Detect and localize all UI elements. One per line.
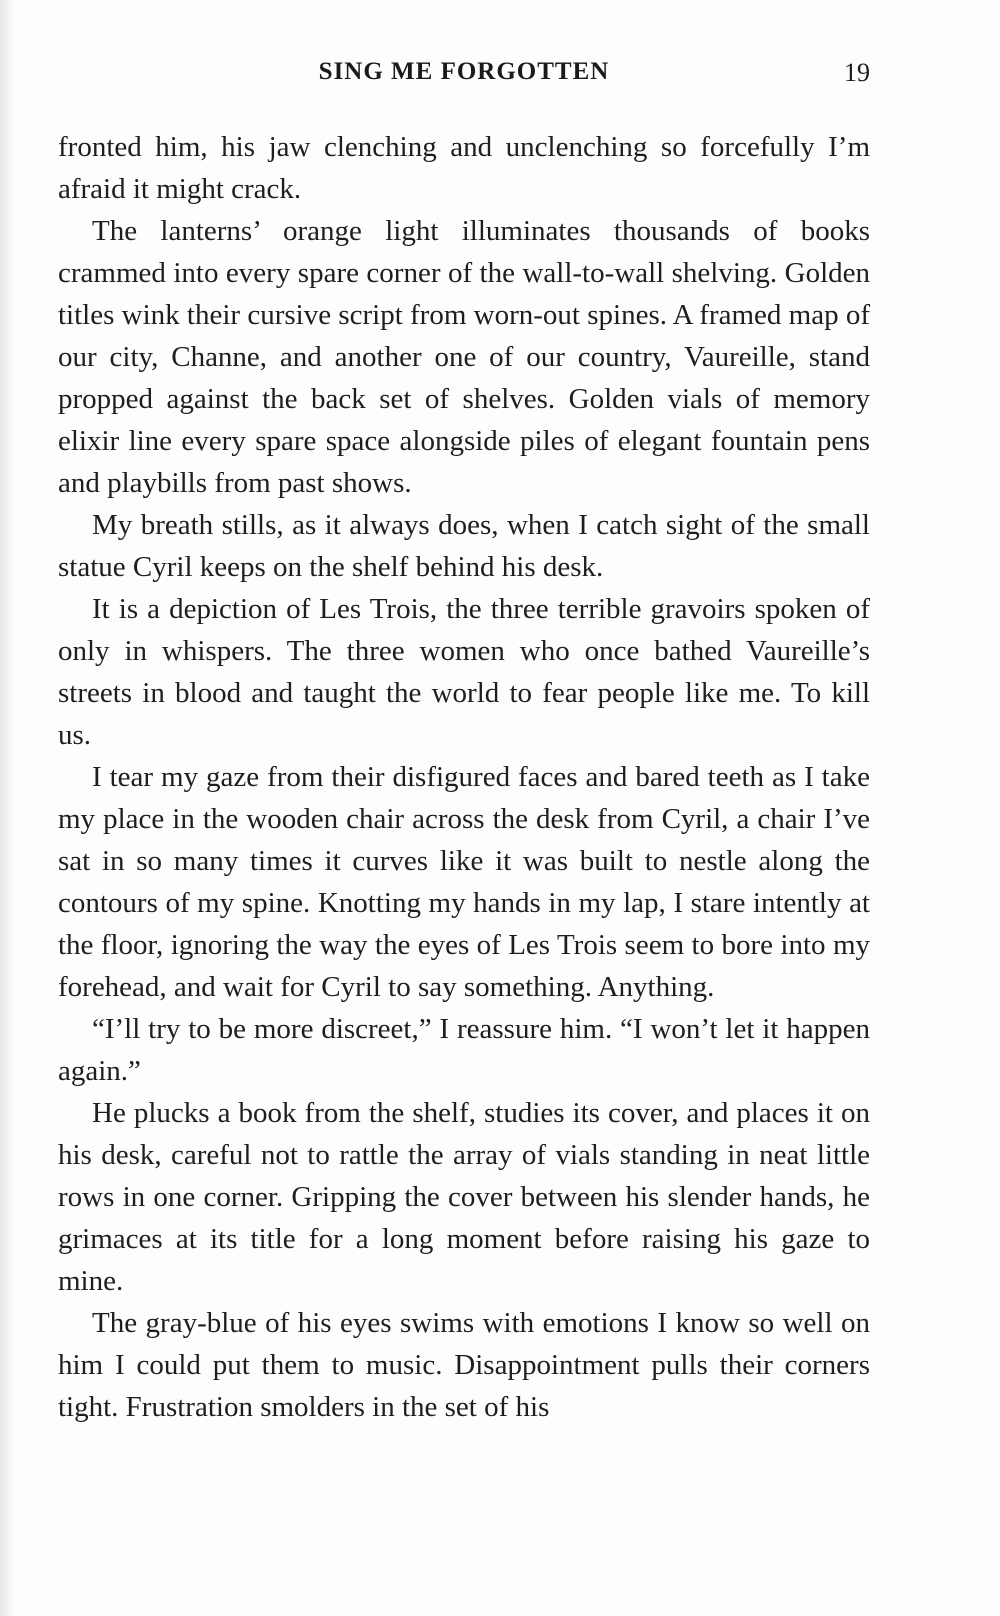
gutter-shadow [0, 0, 14, 1616]
paragraph: He plucks a book from the shelf, studies its cover, and places it on his desk, careful not to rattle the array of vials standing in neat little rows in one corner. Gripping the cover between his slender hands, he grimaces at its title for a long moment before raising his gaze to mine. [58, 1097, 870, 1297]
paragraph: It is a depiction of Les Trois, the three terrible gravoirs spoken of only in whispers. The three women who once bathed Vaureille’s streets in blood and taught the world to fear people like me. To kill us. [58, 593, 870, 751]
paragraph: The gray-blue of his eyes swims with emotions I know so well on him I could put them to music. Disappointment pulls their corners tight. Frustration smolders in the set of his [58, 1307, 870, 1423]
paragraph: “I’ll try to be more discreet,” I reassure him. “I won’t let it happen again.” [58, 1013, 870, 1087]
paragraph: The lanterns’ orange light illuminates thousands of books crammed into every spare corner of the wall-to-wall shelving. Golden titles wink their cursive script from worn-out spines. A framed map of our city, Channe, and another one of our country, Vaureille, stand propped against the back set of shelves. Golden vials of memory elixir line every spare space alongside piles of elegant fountain pens and playbills from past shows. [58, 215, 870, 499]
body-text [58, 126, 870, 1428]
paragraph: fronted him, his jaw clenching and unclenching so forcefully I’m afraid it might crack. [58, 131, 870, 205]
paragraph: My breath stills, as it always does, when I catch sight of the small statue Cyril keeps on the shelf behind his desk. [58, 509, 870, 583]
paragraph: I tear my gaze from their disfigured faces and bared teeth as I take my place in the wooden chair across the desk from Cyril, a chair I’ve sat in so many times it curves like it was built to nestle along the contours of my spine. Knotting my hands in my lap, I stare intently at the floor, ignoring the way the eyes of Les Trois seem to bore into my forehead, and wait for Cyril to say something. Anything. [58, 761, 870, 1003]
running-head [58, 58, 870, 98]
page-number: 19 [844, 58, 870, 87]
running-title: SING ME FORGOTTEN [318, 58, 610, 85]
